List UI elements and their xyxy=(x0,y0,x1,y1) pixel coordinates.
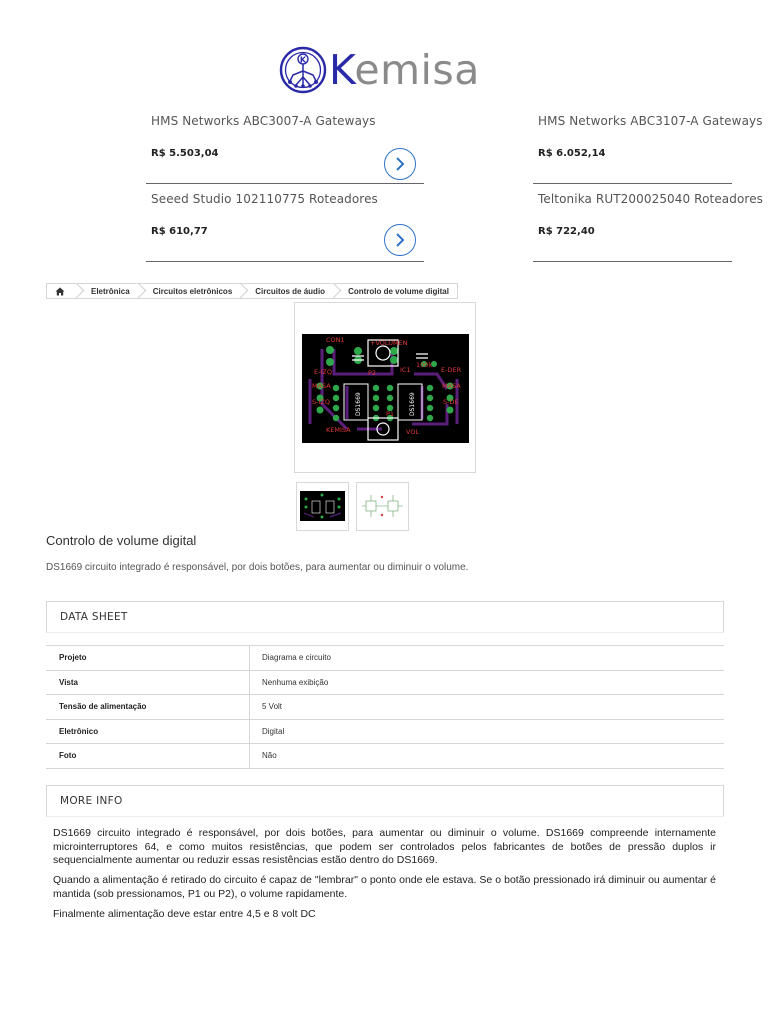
svg-text:VOL: VOL xyxy=(406,428,420,436)
datasheet-feature-value: Diagrama e circuito xyxy=(262,653,331,663)
product-name[interactable]: Teltonika RUT200025040 Roteadores xyxy=(538,192,764,206)
svg-text:E-IZQ: E-IZQ xyxy=(314,368,332,376)
datasheet-feature-name: Eletrônico xyxy=(46,720,250,744)
view-product-button[interactable] xyxy=(384,148,416,180)
more-info-paragraph: Quando a alimentação é retirado do circuito é capaz de "lembrar" o ponto onde ele estava. Se o botão pressionado irá diminuir ou aumentar é mantida (sob pressionamos, P1 ou P2), o volume rapidamente. xyxy=(53,874,716,900)
logo-wordmark: Kemisa xyxy=(329,45,480,94)
product-title: Controlo de volume digital xyxy=(46,533,197,548)
home-icon xyxy=(55,287,65,296)
breadcrumb-item[interactable]: Circuitos de áudio xyxy=(241,284,334,298)
product-name[interactable]: HMS Networks ABC3007-A Gateways xyxy=(151,114,376,128)
svg-text:CON1: CON1 xyxy=(326,336,345,344)
product-price: R$ 722,40 xyxy=(538,226,595,237)
product-thumbnail-schematic[interactable] xyxy=(356,482,409,531)
product-price: R$ 5.503,04 xyxy=(151,148,219,159)
svg-text:DS1669: DS1669 xyxy=(355,392,362,416)
datasheet-table xyxy=(46,645,724,769)
svg-text:100k: 100k xyxy=(416,361,433,369)
pcb-layout-image xyxy=(302,334,469,443)
datasheet-feature-value: Nenhuma exibição xyxy=(262,677,329,687)
svg-text:DS1669: DS1669 xyxy=(409,392,416,416)
svg-text:KEMISA: KEMISA xyxy=(326,426,351,434)
more-info-paragraph: Finalmente alimentação deve estar entre 4,5 e 8 volt DC xyxy=(53,907,316,920)
datasheet-feature-name: Projeto xyxy=(46,646,250,670)
related-products xyxy=(0,106,768,266)
svg-text:S-IZQ: S-IZQ xyxy=(312,398,330,406)
pcb-thumbnail-image xyxy=(300,491,345,521)
breadcrumb xyxy=(46,283,458,299)
breadcrumb-item[interactable]: Eletrônica xyxy=(77,284,139,298)
more-info-header xyxy=(46,785,724,817)
svg-text:S-DE: S-DE xyxy=(443,398,459,406)
svg-text:P1: P1 xyxy=(386,410,395,418)
more-info-title: MORE INFO xyxy=(60,795,123,807)
product-card[interactable] xyxy=(146,184,424,262)
site-logo[interactable] xyxy=(278,44,480,96)
datasheet-row xyxy=(46,671,724,696)
chevron-right-icon xyxy=(394,233,406,247)
datasheet-title: DATA SHEET xyxy=(60,611,128,623)
datasheet-feature-name: Vista xyxy=(46,671,250,695)
svg-text:E-DER: E-DER xyxy=(441,366,462,374)
datasheet-header xyxy=(46,601,724,633)
svg-text:P2: P2 xyxy=(368,369,377,377)
product-thumbnail-pcb[interactable] xyxy=(296,482,349,531)
product-price: R$ 610,77 xyxy=(151,226,208,237)
more-info-content xyxy=(53,827,716,927)
product-card[interactable] xyxy=(533,184,764,262)
breadcrumb-current: Controlo de volume digital xyxy=(348,286,449,296)
datasheet-feature-name: Tensão de alimentação xyxy=(46,695,250,719)
datasheet-row xyxy=(46,720,724,745)
schematic-thumbnail-image xyxy=(360,491,405,521)
datasheet-feature-value: Não xyxy=(262,751,277,761)
datasheet-row xyxy=(46,646,724,671)
product-price: R$ 6.052,14 xyxy=(538,148,606,159)
datasheet-feature-name: Foto xyxy=(46,744,250,768)
product-card[interactable] xyxy=(533,106,763,184)
svg-text:MASA: MASA xyxy=(442,382,461,390)
view-product-button[interactable] xyxy=(384,224,416,256)
product-card[interactable] xyxy=(146,106,424,184)
breadcrumb-item[interactable]: Circuitos eletrônicos xyxy=(139,284,242,298)
datasheet-feature-value: Digital xyxy=(262,726,285,736)
breadcrumb-home[interactable] xyxy=(47,284,77,298)
product-name[interactable]: Seeed Studio 102110775 Roteadores xyxy=(151,192,378,206)
chevron-right-icon xyxy=(394,157,406,171)
more-info-paragraph: DS1669 circuito integrado é responsável, por dois botões, para aumentar ou diminuir o volume. DS1669 compreende internamente microinterruptores 64, e como muitos resistências, que podem ser controlados pelos fabricantes de botões de pressão duplos ir sequencialmente aumentar ou reduzir essas resistências estão dentro do DS1669. xyxy=(53,827,716,867)
datasheet-row xyxy=(46,744,724,769)
kemisa-logo-icon xyxy=(278,45,328,95)
svg-text:K: K xyxy=(299,55,307,65)
svg-text:MASA: MASA xyxy=(312,382,331,390)
product-main-image[interactable] xyxy=(294,302,476,473)
product-short-description: DS1669 circuito integrado é responsável, por dois botões, para aumentar ou diminuir o volume. xyxy=(46,562,469,573)
svg-text:+VOLUMEN: +VOLUMEN xyxy=(370,339,408,347)
svg-text:IC1: IC1 xyxy=(400,366,411,374)
product-name[interactable]: HMS Networks ABC3107-A Gateways xyxy=(538,114,763,128)
datasheet-row xyxy=(46,695,724,720)
datasheet-feature-value: 5 Volt xyxy=(262,702,283,712)
